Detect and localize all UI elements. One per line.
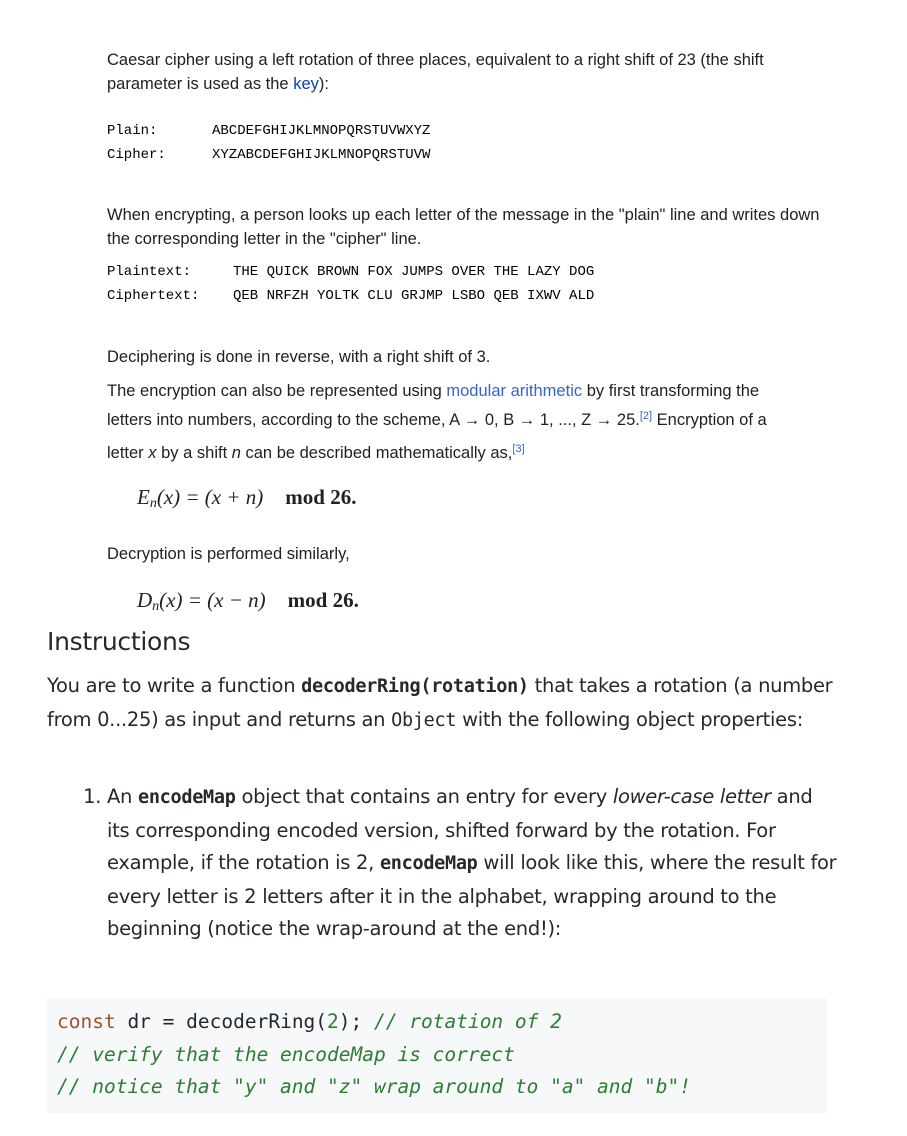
modular-arithmetic-link[interactable]: modular arithmetic [446, 382, 583, 400]
code-example: const dr = decoderRing(2); // rotation of 2 // verify that the encodeMap is correct // notice that "y" and "z" wrap around to "a" and "b"! [47, 998, 827, 1113]
plain-label: Plain: [107, 123, 158, 139]
example-table [107, 260, 827, 308]
list-item: 1. An encodeMap object that contains an entry for every lower-case letter and its corresponding encoded version, shifted forward by the rotation. For example, if the rotation is 2, encodeMap will look like this, where the result for every letter is 2 letters after it in the alphabet, wrapping around to the beginning (notice the wrap-around at the end!): [107, 781, 837, 946]
paragraph-encrypting: When encrypting, a person looks up each letter of the message in the "plain" line and writes down the corresponding letter in the "cipher" line. [107, 206, 820, 248]
instructions-heading: Instructions [47, 627, 191, 656]
function-signature: decoderRing(rotation) [301, 676, 529, 697]
cipher-alphabet: XYZABCDEFGHIJKLMNOPQRSTUVW [212, 147, 431, 163]
object-type: Object [391, 709, 457, 731]
plaintext-row [107, 260, 827, 284]
cipher-table [107, 119, 827, 167]
requirements-list [107, 781, 837, 946]
plain-alphabet: ABCDEFGHIJKLMNOPQRSTUVWXYZ [212, 123, 431, 139]
ciphertext-label: Ciphertext: [107, 288, 200, 304]
reference-2-link[interactable]: [2] [639, 410, 653, 422]
instructions-intro: You are to write a function decoderRing(rotation) that takes a rotation (a number from 0...25) as input and returns an Object with the following object properties: [47, 674, 833, 731]
paragraph-left-rotation: Caesar cipher using a left rotation of three places, equivalent to a right shift of 23 (the shift parameter is used as the key): [107, 51, 764, 93]
encryption-formula: $E_n(x) = (x + n)$ mod 26. [137, 485, 357, 511]
paragraph-modular: The encryption can also be represented using modular arithmetic by first transforming the letters into numbers, according to the scheme, A → 0, B → 1, ..., Z → 25.[2] Encryption of a letter x by a shift n can be described mathematically as,[3] [107, 382, 767, 462]
decryption-formula: $D_n(x) = (x - n)$ mod 26. [137, 588, 359, 614]
paragraph-deciphering: Deciphering is done in reverse, with a right shift of 3. [107, 348, 491, 366]
caesar-cipher-excerpt [107, 48, 827, 621]
paragraph-decryption: Decryption is performed similarly, [107, 545, 350, 563]
ciphertext-value: QEB NRFZH YOLTK CLU GRJMP LSBO QEB IXWV ALD [233, 288, 595, 304]
ciphertext-row [107, 284, 827, 308]
reference-3-link[interactable]: [3] [512, 443, 525, 455]
plaintext-label: Plaintext: [107, 264, 192, 280]
plain-row [107, 119, 827, 143]
key-link[interactable]: key [293, 75, 319, 93]
cipher-row [107, 143, 827, 167]
instructions-section [47, 626, 847, 946]
plaintext-value: THE QUICK BROWN FOX JUMPS OVER THE LAZY DOG [233, 264, 595, 280]
cipher-label: Cipher: [107, 147, 166, 163]
